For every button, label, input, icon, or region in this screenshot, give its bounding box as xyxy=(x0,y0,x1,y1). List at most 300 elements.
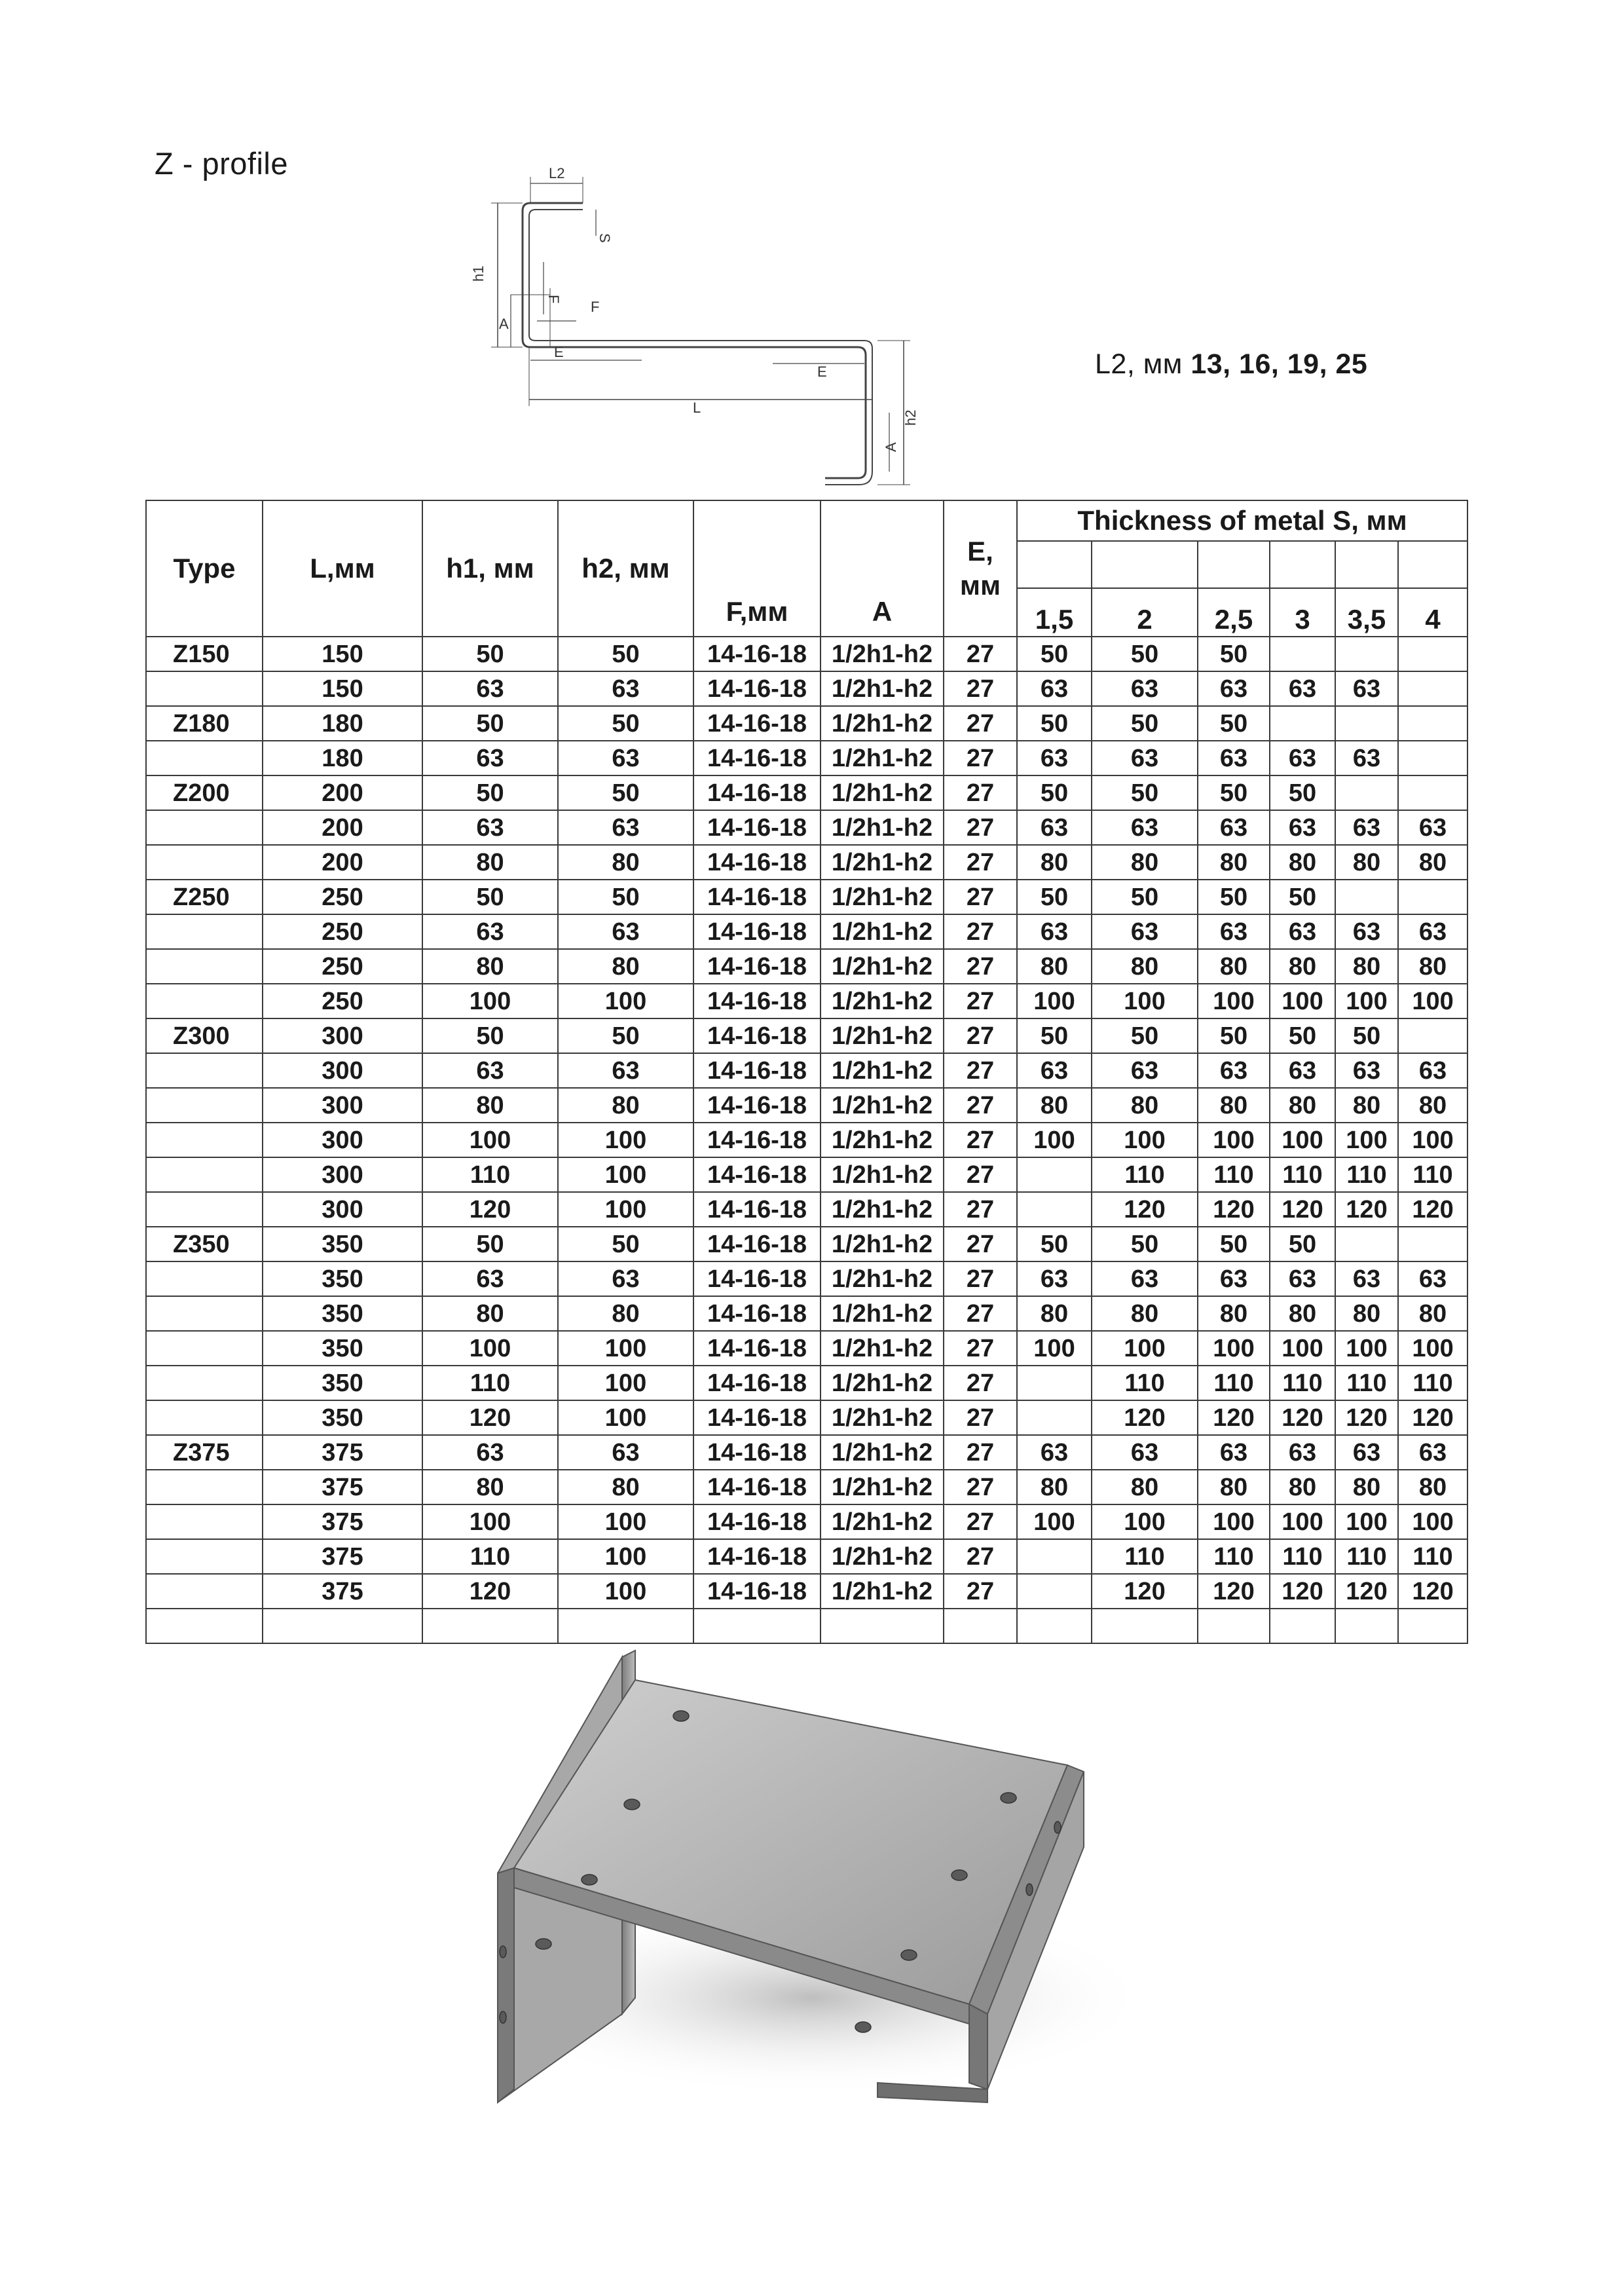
cell-h1: 63 xyxy=(422,1053,558,1088)
cell-thickness: 63 xyxy=(1335,914,1398,949)
cell-e: 27 xyxy=(944,1088,1017,1123)
cell-h2: 100 xyxy=(558,1400,693,1435)
cell-thickness: 63 xyxy=(1017,1053,1092,1088)
cell-h2: 100 xyxy=(558,1331,693,1366)
table-row xyxy=(146,1227,1467,1261)
cell-l: 300 xyxy=(263,1157,422,1192)
diagram-label-l: L xyxy=(693,400,701,416)
cell-thickness: 100 xyxy=(1398,1123,1467,1157)
cell-e: 27 xyxy=(944,637,1017,671)
cell-thickness xyxy=(1398,880,1467,914)
cell-type: Z200 xyxy=(146,775,263,810)
cell-l: 300 xyxy=(263,1018,422,1053)
cell-a: 1/2h1-h2 xyxy=(821,1157,944,1192)
cell-h2: 100 xyxy=(558,1123,693,1157)
cell-thickness xyxy=(1270,637,1335,671)
cell-thickness: 100 xyxy=(1017,1123,1092,1157)
cell-e: 27 xyxy=(944,741,1017,775)
cell-thickness: 120 xyxy=(1198,1400,1270,1435)
table-row xyxy=(146,1192,1467,1227)
cell-thickness: 50 xyxy=(1335,1018,1398,1053)
cell-f: 14-16-18 xyxy=(693,914,821,949)
cell-h2: 80 xyxy=(558,1470,693,1504)
cell-thickness: 120 xyxy=(1092,1192,1198,1227)
cell-h1: 100 xyxy=(422,1331,558,1366)
cell-thickness xyxy=(1398,706,1467,741)
cell-thickness: 80 xyxy=(1270,1296,1335,1331)
cell-h1: 110 xyxy=(422,1539,558,1574)
l2-note xyxy=(1095,348,1367,381)
cell-thickness: 63 xyxy=(1017,1261,1092,1296)
diagram-label-e-right: E xyxy=(817,364,827,380)
cell-thickness: 100 xyxy=(1017,1504,1092,1539)
table-row xyxy=(146,1539,1467,1574)
l2-note-label: L2, мм xyxy=(1095,348,1183,380)
cell-thickness: 80 xyxy=(1092,1088,1198,1123)
table-row xyxy=(146,1574,1467,1609)
cell-thickness xyxy=(1335,706,1398,741)
cell-thickness xyxy=(1017,1400,1092,1435)
cell-thickness: 110 xyxy=(1398,1157,1467,1192)
cell-f: 14-16-18 xyxy=(693,845,821,880)
empty-cell xyxy=(1270,1609,1335,1643)
cell-type: Z350 xyxy=(146,1227,263,1261)
empty-cell xyxy=(263,1609,422,1643)
diagram-label-s: S xyxy=(597,233,613,243)
cell-f: 14-16-18 xyxy=(693,671,821,706)
cell-a: 1/2h1-h2 xyxy=(821,1400,944,1435)
cell-thickness: 100 xyxy=(1335,1123,1398,1157)
cell-thickness: 50 xyxy=(1092,880,1198,914)
cell-h2: 63 xyxy=(558,1053,693,1088)
empty-cell xyxy=(1335,1609,1398,1643)
cell-type xyxy=(146,1400,263,1435)
cell-thickness xyxy=(1335,1227,1398,1261)
cell-h2: 63 xyxy=(558,1435,693,1470)
cell-l: 250 xyxy=(263,880,422,914)
header-thickness-value: 2 xyxy=(1092,588,1198,637)
cell-f: 14-16-18 xyxy=(693,1366,821,1400)
cell-thickness: 50 xyxy=(1198,637,1270,671)
table-row xyxy=(146,741,1467,775)
cell-f: 14-16-18 xyxy=(693,1157,821,1192)
cell-thickness: 50 xyxy=(1092,637,1198,671)
header-a: A xyxy=(821,500,944,637)
cell-thickness: 80 xyxy=(1398,845,1467,880)
cell-thickness: 63 xyxy=(1017,741,1092,775)
cell-thickness xyxy=(1017,1192,1092,1227)
cell-thickness: 80 xyxy=(1335,1296,1398,1331)
cell-thickness: 110 xyxy=(1335,1157,1398,1192)
cell-thickness: 50 xyxy=(1092,706,1198,741)
cell-l: 300 xyxy=(263,1053,422,1088)
table-row xyxy=(146,775,1467,810)
table-row xyxy=(146,1296,1467,1331)
cell-thickness: 63 xyxy=(1270,1261,1335,1296)
cell-thickness: 120 xyxy=(1270,1574,1335,1609)
cell-thickness: 63 xyxy=(1398,1053,1467,1088)
cell-thickness: 100 xyxy=(1270,1123,1335,1157)
cell-thickness: 80 xyxy=(1198,949,1270,984)
cell-thickness: 80 xyxy=(1017,1296,1092,1331)
cell-thickness: 80 xyxy=(1092,949,1198,984)
cell-l: 250 xyxy=(263,914,422,949)
cell-h1: 63 xyxy=(422,741,558,775)
cell-thickness: 63 xyxy=(1335,1053,1398,1088)
cell-l: 180 xyxy=(263,741,422,775)
cell-l: 375 xyxy=(263,1574,422,1609)
cell-h1: 63 xyxy=(422,810,558,845)
cell-e: 27 xyxy=(944,984,1017,1018)
header-thickness-value: 3 xyxy=(1270,588,1335,637)
cell-thickness xyxy=(1398,741,1467,775)
cell-type xyxy=(146,671,263,706)
table-row xyxy=(146,637,1467,671)
cell-h1: 80 xyxy=(422,1296,558,1331)
cell-thickness: 63 xyxy=(1270,810,1335,845)
cell-f: 14-16-18 xyxy=(693,1470,821,1504)
cell-thickness xyxy=(1335,880,1398,914)
cell-l: 200 xyxy=(263,775,422,810)
cell-h1: 50 xyxy=(422,637,558,671)
cell-thickness xyxy=(1335,775,1398,810)
cell-a: 1/2h1-h2 xyxy=(821,741,944,775)
cell-thickness: 100 xyxy=(1270,984,1335,1018)
cell-thickness: 63 xyxy=(1017,671,1092,706)
cell-a: 1/2h1-h2 xyxy=(821,1296,944,1331)
cell-thickness: 80 xyxy=(1198,845,1270,880)
cell-a: 1/2h1-h2 xyxy=(821,1053,944,1088)
cell-thickness: 50 xyxy=(1270,775,1335,810)
cell-thickness: 80 xyxy=(1335,1088,1398,1123)
cell-e: 27 xyxy=(944,706,1017,741)
cell-thickness: 80 xyxy=(1398,949,1467,984)
table-row xyxy=(146,1261,1467,1296)
cell-h2: 100 xyxy=(558,1504,693,1539)
cell-h2: 50 xyxy=(558,706,693,741)
diagram-label-f-top: F xyxy=(545,295,562,304)
table-row xyxy=(146,1053,1467,1088)
table-row xyxy=(146,880,1467,914)
cell-h2: 100 xyxy=(558,1157,693,1192)
cell-thickness: 100 xyxy=(1017,984,1092,1018)
cell-thickness: 63 xyxy=(1092,671,1198,706)
cell-thickness: 50 xyxy=(1198,880,1270,914)
cell-thickness: 120 xyxy=(1092,1574,1198,1609)
cell-h2: 50 xyxy=(558,1227,693,1261)
cell-type xyxy=(146,1574,263,1609)
cell-h1: 50 xyxy=(422,1018,558,1053)
table-row xyxy=(146,706,1467,741)
cell-f: 14-16-18 xyxy=(693,1192,821,1227)
header-thickness-value: 1,5 xyxy=(1017,588,1092,637)
cell-thickness xyxy=(1017,1539,1092,1574)
cell-thickness: 80 xyxy=(1335,1470,1398,1504)
cell-f: 14-16-18 xyxy=(693,880,821,914)
cell-thickness: 63 xyxy=(1335,1435,1398,1470)
cell-type xyxy=(146,1123,263,1157)
cell-h2: 80 xyxy=(558,845,693,880)
cell-h1: 110 xyxy=(422,1157,558,1192)
cell-h1: 120 xyxy=(422,1574,558,1609)
cell-a: 1/2h1-h2 xyxy=(821,637,944,671)
header-e-unit: мм xyxy=(959,570,1001,601)
cell-thickness: 120 xyxy=(1335,1400,1398,1435)
cell-l: 250 xyxy=(263,949,422,984)
cell-thickness: 120 xyxy=(1398,1400,1467,1435)
cell-thickness: 63 xyxy=(1092,1261,1198,1296)
cell-thickness: 120 xyxy=(1270,1192,1335,1227)
cell-type: Z375 xyxy=(146,1435,263,1470)
table-row xyxy=(146,914,1467,949)
cell-a: 1/2h1-h2 xyxy=(821,1227,944,1261)
header-f: F,мм xyxy=(693,500,821,637)
cell-l: 350 xyxy=(263,1400,422,1435)
cell-thickness: 50 xyxy=(1198,1227,1270,1261)
cell-type xyxy=(146,1470,263,1504)
cell-a: 1/2h1-h2 xyxy=(821,1470,944,1504)
cell-a: 1/2h1-h2 xyxy=(821,810,944,845)
cell-thickness: 100 xyxy=(1398,1504,1467,1539)
cell-h1: 100 xyxy=(422,984,558,1018)
cell-thickness: 110 xyxy=(1335,1366,1398,1400)
header-e-label: E, xyxy=(967,536,993,567)
cell-thickness: 80 xyxy=(1198,1088,1270,1123)
z-profile-spec-table xyxy=(145,500,1468,1644)
z-profile-3d-render xyxy=(458,1631,1153,2129)
cell-l: 350 xyxy=(263,1366,422,1400)
cell-thickness: 50 xyxy=(1017,880,1092,914)
cell-a: 1/2h1-h2 xyxy=(821,1123,944,1157)
cell-thickness: 100 xyxy=(1092,1504,1198,1539)
cell-thickness: 50 xyxy=(1270,1227,1335,1261)
empty-cell xyxy=(1398,1609,1467,1643)
cell-h1: 80 xyxy=(422,1470,558,1504)
cell-l: 375 xyxy=(263,1539,422,1574)
cell-f: 14-16-18 xyxy=(693,1435,821,1470)
cell-thickness xyxy=(1017,1574,1092,1609)
cell-thickness: 50 xyxy=(1092,1227,1198,1261)
cell-thickness: 110 xyxy=(1398,1366,1467,1400)
cell-f: 14-16-18 xyxy=(693,1227,821,1261)
cell-a: 1/2h1-h2 xyxy=(821,706,944,741)
cell-thickness: 80 xyxy=(1270,845,1335,880)
cell-thickness: 63 xyxy=(1335,810,1398,845)
cell-thickness: 63 xyxy=(1270,671,1335,706)
cell-f: 14-16-18 xyxy=(693,1539,821,1574)
cell-thickness: 63 xyxy=(1335,671,1398,706)
cell-type xyxy=(146,1366,263,1400)
cell-thickness: 63 xyxy=(1398,810,1467,845)
table-row xyxy=(146,1400,1467,1435)
header-type: Type xyxy=(146,500,263,637)
cell-e: 27 xyxy=(944,775,1017,810)
table-row xyxy=(146,845,1467,880)
cell-thickness: 100 xyxy=(1398,1331,1467,1366)
cell-thickness: 80 xyxy=(1092,845,1198,880)
cell-a: 1/2h1-h2 xyxy=(821,775,944,810)
cell-f: 14-16-18 xyxy=(693,741,821,775)
cell-e: 27 xyxy=(944,1296,1017,1331)
cell-h2: 50 xyxy=(558,1018,693,1053)
cell-e: 27 xyxy=(944,810,1017,845)
cell-thickness: 110 xyxy=(1198,1539,1270,1574)
cell-thickness: 80 xyxy=(1198,1296,1270,1331)
header-thickness: Thickness of metal S, мм xyxy=(1017,500,1467,541)
cell-f: 14-16-18 xyxy=(693,1574,821,1609)
diagram-label-a-top: A xyxy=(499,316,509,332)
table-row xyxy=(146,1088,1467,1123)
cell-thickness: 63 xyxy=(1092,1435,1198,1470)
cell-thickness: 100 xyxy=(1335,1331,1398,1366)
cell-thickness: 63 xyxy=(1017,1435,1092,1470)
cell-h2: 80 xyxy=(558,1296,693,1331)
cell-h2: 100 xyxy=(558,1539,693,1574)
cell-h2: 63 xyxy=(558,914,693,949)
cell-thickness: 110 xyxy=(1092,1366,1198,1400)
empty-cell xyxy=(146,1609,263,1643)
cell-e: 27 xyxy=(944,1123,1017,1157)
cell-e: 27 xyxy=(944,1261,1017,1296)
cell-thickness: 110 xyxy=(1335,1539,1398,1574)
cell-thickness: 100 xyxy=(1398,984,1467,1018)
table-row xyxy=(146,1157,1467,1192)
cell-a: 1/2h1-h2 xyxy=(821,1366,944,1400)
cell-thickness: 120 xyxy=(1335,1574,1398,1609)
cell-h1: 63 xyxy=(422,914,558,949)
cell-h2: 100 xyxy=(558,984,693,1018)
header-thickness-value: 2,5 xyxy=(1198,588,1270,637)
cell-thickness: 80 xyxy=(1335,949,1398,984)
cell-e: 27 xyxy=(944,1053,1017,1088)
cell-thickness: 110 xyxy=(1198,1157,1270,1192)
cell-h1: 110 xyxy=(422,1366,558,1400)
diagram-label-h2: h2 xyxy=(902,409,919,426)
cell-thickness: 50 xyxy=(1198,775,1270,810)
cell-thickness: 80 xyxy=(1398,1296,1467,1331)
table-row xyxy=(146,1123,1467,1157)
cell-h1: 50 xyxy=(422,1227,558,1261)
cell-thickness: 50 xyxy=(1017,637,1092,671)
header-h1: h1, мм xyxy=(422,500,558,637)
cell-l: 350 xyxy=(263,1296,422,1331)
cell-a: 1/2h1-h2 xyxy=(821,1435,944,1470)
cell-thickness: 100 xyxy=(1198,1331,1270,1366)
cell-e: 27 xyxy=(944,845,1017,880)
cell-thickness: 80 xyxy=(1017,1088,1092,1123)
cell-thickness: 63 xyxy=(1335,741,1398,775)
cell-type xyxy=(146,914,263,949)
table-row xyxy=(146,810,1467,845)
cell-e: 27 xyxy=(944,1400,1017,1435)
cell-a: 1/2h1-h2 xyxy=(821,1331,944,1366)
cell-h1: 63 xyxy=(422,1261,558,1296)
diagram-label-l2: L2 xyxy=(549,165,565,181)
cell-h2: 100 xyxy=(558,1192,693,1227)
cell-f: 14-16-18 xyxy=(693,1018,821,1053)
cell-thickness: 80 xyxy=(1092,1296,1198,1331)
cell-l: 350 xyxy=(263,1261,422,1296)
cell-a: 1/2h1-h2 xyxy=(821,671,944,706)
cell-thickness: 120 xyxy=(1270,1400,1335,1435)
cell-l: 375 xyxy=(263,1470,422,1504)
cell-thickness: 110 xyxy=(1092,1539,1198,1574)
cell-a: 1/2h1-h2 xyxy=(821,1192,944,1227)
cell-e: 27 xyxy=(944,1574,1017,1609)
cell-type xyxy=(146,1192,263,1227)
cell-type xyxy=(146,949,263,984)
cell-thickness: 110 xyxy=(1398,1539,1467,1574)
l2-note-values: 13, 16, 19, 25 xyxy=(1190,348,1368,380)
cell-f: 14-16-18 xyxy=(693,1261,821,1296)
cell-type xyxy=(146,1504,263,1539)
cell-l: 150 xyxy=(263,671,422,706)
cell-thickness xyxy=(1017,1157,1092,1192)
cell-thickness: 110 xyxy=(1092,1157,1198,1192)
cell-thickness: 110 xyxy=(1270,1157,1335,1192)
cell-thickness: 50 xyxy=(1092,1018,1198,1053)
cell-l: 300 xyxy=(263,1123,422,1157)
cell-h2: 100 xyxy=(558,1366,693,1400)
cell-thickness: 110 xyxy=(1270,1539,1335,1574)
table-row xyxy=(146,1366,1467,1400)
cell-h2: 50 xyxy=(558,775,693,810)
cell-thickness: 100 xyxy=(1198,1504,1270,1539)
cell-thickness: 63 xyxy=(1198,741,1270,775)
cell-thickness: 120 xyxy=(1398,1574,1467,1609)
header-l: L,мм xyxy=(263,500,422,637)
table-row xyxy=(146,949,1467,984)
cell-thickness: 63 xyxy=(1198,810,1270,845)
cell-l: 200 xyxy=(263,845,422,880)
cell-type xyxy=(146,741,263,775)
cell-thickness: 80 xyxy=(1092,1470,1198,1504)
cell-l: 150 xyxy=(263,637,422,671)
cell-f: 14-16-18 xyxy=(693,706,821,741)
cell-thickness: 63 xyxy=(1092,741,1198,775)
cell-h2: 80 xyxy=(558,949,693,984)
cell-thickness: 80 xyxy=(1198,1470,1270,1504)
page-title: Z - profile xyxy=(155,146,288,181)
cell-e: 27 xyxy=(944,671,1017,706)
cell-f: 14-16-18 xyxy=(693,1053,821,1088)
cell-type: Z300 xyxy=(146,1018,263,1053)
cell-l: 375 xyxy=(263,1435,422,1470)
cell-f: 14-16-18 xyxy=(693,949,821,984)
cell-a: 1/2h1-h2 xyxy=(821,949,944,984)
cell-e: 27 xyxy=(944,949,1017,984)
cell-thickness: 80 xyxy=(1270,1470,1335,1504)
cell-thickness: 50 xyxy=(1017,775,1092,810)
cell-f: 14-16-18 xyxy=(693,1088,821,1123)
table-row xyxy=(146,984,1467,1018)
cell-thickness: 63 xyxy=(1198,1261,1270,1296)
cell-l: 250 xyxy=(263,984,422,1018)
cell-thickness: 100 xyxy=(1270,1504,1335,1539)
cell-thickness: 63 xyxy=(1270,741,1335,775)
cell-a: 1/2h1-h2 xyxy=(821,1018,944,1053)
cell-thickness: 63 xyxy=(1398,1435,1467,1470)
cell-thickness xyxy=(1270,706,1335,741)
cell-e: 27 xyxy=(944,1435,1017,1470)
cell-type xyxy=(146,984,263,1018)
cell-h1: 100 xyxy=(422,1504,558,1539)
cell-e: 27 xyxy=(944,1018,1017,1053)
cell-a: 1/2h1-h2 xyxy=(821,1261,944,1296)
cell-thickness: 63 xyxy=(1198,1435,1270,1470)
cell-thickness: 50 xyxy=(1198,1018,1270,1053)
cell-type: Z150 xyxy=(146,637,263,671)
